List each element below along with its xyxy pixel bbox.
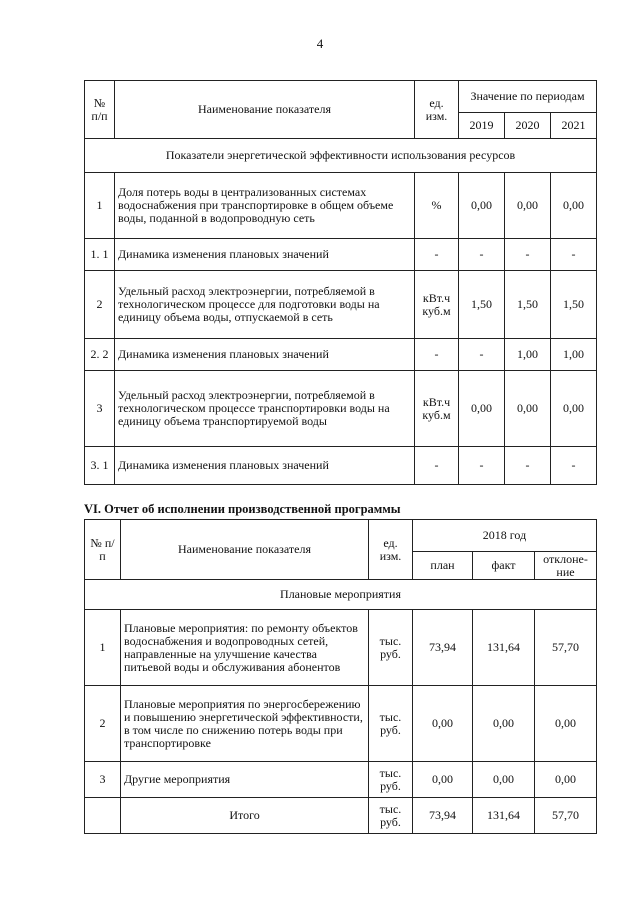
row-value: - xyxy=(459,447,505,485)
header-unit: ед. изм. xyxy=(415,81,459,139)
row-num: 1 xyxy=(85,173,115,239)
table-row xyxy=(85,762,597,798)
row-name: Плановые мероприятия: по ремонту объектов водоснабжения и водопроводных сетей, направленные на улучшение качества питьевой воды и обслуживания абонентов xyxy=(121,610,369,686)
row-unit: % xyxy=(415,173,459,239)
row-value: 1,50 xyxy=(459,271,505,339)
row-value: 0,00 xyxy=(459,371,505,447)
row-value: 1,00 xyxy=(551,339,597,371)
table-row xyxy=(85,610,597,686)
row-value: 1,50 xyxy=(551,271,597,339)
row-name: Плановые мероприятия по энергосбережению и повышению энергетической эффективности, в том числе по снижению потерь воды при транспортировке xyxy=(121,686,369,762)
header-col: план xyxy=(413,552,473,580)
table-row xyxy=(85,686,597,762)
row-num: 3 xyxy=(85,371,115,447)
row-value: - xyxy=(505,447,551,485)
row-value: 0,00 xyxy=(413,762,473,798)
row-num: 3 xyxy=(85,762,121,798)
section-title: Плановые мероприятия xyxy=(85,580,597,610)
row-value: 0,00 xyxy=(505,371,551,447)
row-name: Динамика изменения плановых значений xyxy=(115,339,415,371)
production-program-table xyxy=(84,519,597,834)
row-unit: - xyxy=(415,339,459,371)
row-value: 0,00 xyxy=(551,173,597,239)
section-heading: VI. Отчет об исполнении производственной программы xyxy=(84,502,401,516)
row-name: Удельный расход электроэнергии, потребляемой в технологическом процессе для подготовки воды на единицу объема воды, отпускаемой в сеть xyxy=(115,271,415,339)
row-unit: тыс. руб. xyxy=(369,762,413,798)
row-value: 0,00 xyxy=(473,686,535,762)
header-periods: Значение по периодам xyxy=(459,81,597,113)
row-name: Другие мероприятия xyxy=(121,762,369,798)
table-row xyxy=(85,339,597,371)
row-num: 1. 1 xyxy=(85,239,115,271)
section-title: Показатели энергетической эффективности использования ресурсов xyxy=(85,139,597,173)
header-name: Наименование показателя xyxy=(121,520,369,580)
row-value: 57,70 xyxy=(535,610,597,686)
row-unit: - xyxy=(415,239,459,271)
row-unit: - xyxy=(415,447,459,485)
header-num: № п/п xyxy=(85,520,121,580)
header-year: 2020 xyxy=(505,113,551,139)
table-row xyxy=(85,371,597,447)
page-number: 4 xyxy=(316,36,324,51)
header-year: 2021 xyxy=(551,113,597,139)
row-unit: кВт.ч куб.м xyxy=(415,371,459,447)
total-label: Итого xyxy=(121,798,369,834)
row-value: 0,00 xyxy=(459,173,505,239)
row-value: 0,00 xyxy=(551,371,597,447)
row-value: 1,00 xyxy=(505,339,551,371)
total-num xyxy=(85,798,121,834)
header-col: факт xyxy=(473,552,535,580)
row-num: 2 xyxy=(85,686,121,762)
row-value: 0,00 xyxy=(535,686,597,762)
row-name: Удельный расход электроэнергии, потребляемой в технологическом процессе транспортировки воды на единицу объема транспортируемой воды xyxy=(115,371,415,447)
row-unit: тыс. руб. xyxy=(369,610,413,686)
header-year: 2018 год xyxy=(413,520,597,552)
row-unit: кВт.ч куб.м xyxy=(415,271,459,339)
table-row xyxy=(85,173,597,239)
row-unit: тыс. руб. xyxy=(369,686,413,762)
header-name: Наименование показателя xyxy=(115,81,415,139)
row-value: - xyxy=(459,239,505,271)
row-value: - xyxy=(505,239,551,271)
row-value: 73,94 xyxy=(413,610,473,686)
row-value: 0,00 xyxy=(535,762,597,798)
table-row xyxy=(85,271,597,339)
row-value: - xyxy=(459,339,505,371)
row-value: 0,00 xyxy=(473,762,535,798)
total-value: 131,64 xyxy=(473,798,535,834)
row-name: Динамика изменения плановых значений xyxy=(115,239,415,271)
total-value: 73,94 xyxy=(413,798,473,834)
row-name: Доля потерь воды в централизованных системах водоснабжения при транспортировке в общем объеме воды, поданной в водопроводную сеть xyxy=(115,173,415,239)
header-year: 2019 xyxy=(459,113,505,139)
total-value: 57,70 xyxy=(535,798,597,834)
row-name: Динамика изменения плановых значений xyxy=(115,447,415,485)
total-row xyxy=(85,798,597,834)
header-col: отклоне-ние xyxy=(535,552,597,580)
header-unit: ед. изм. xyxy=(369,520,413,580)
row-num: 1 xyxy=(85,610,121,686)
row-value: - xyxy=(551,447,597,485)
row-num: 3. 1 xyxy=(85,447,115,485)
total-unit: тыс. руб. xyxy=(369,798,413,834)
row-value: 1,50 xyxy=(505,271,551,339)
row-value: 0,00 xyxy=(413,686,473,762)
row-value: 0,00 xyxy=(505,173,551,239)
table-row xyxy=(85,239,597,271)
row-value: 131,64 xyxy=(473,610,535,686)
energy-efficiency-table xyxy=(84,80,597,485)
row-num: 2 xyxy=(85,271,115,339)
header-num: № п/п xyxy=(85,81,115,139)
row-num: 2. 2 xyxy=(85,339,115,371)
table-row xyxy=(85,447,597,485)
row-value: - xyxy=(551,239,597,271)
